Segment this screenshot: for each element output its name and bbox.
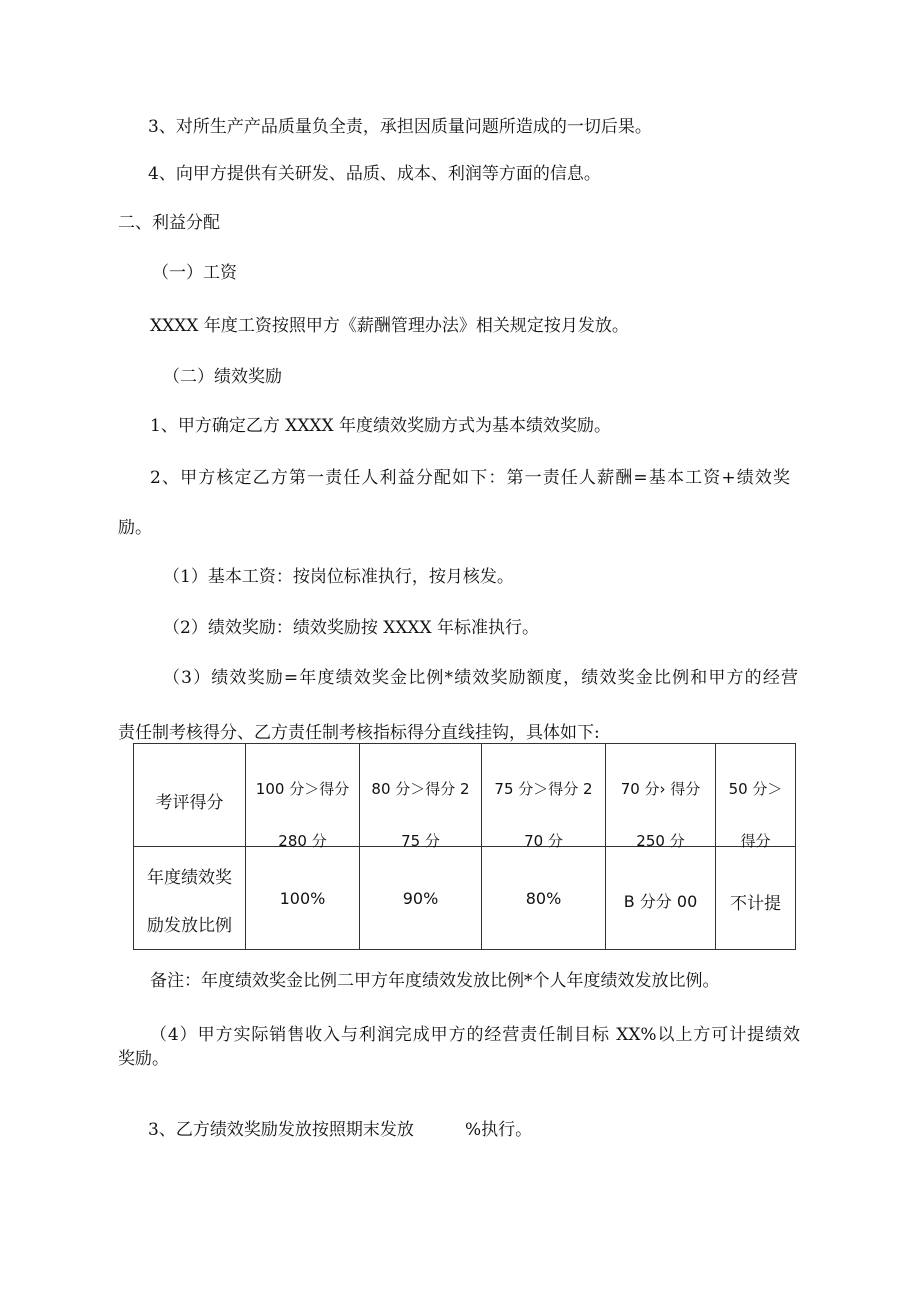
salary-text: XXXX 年度工资按照甲方《薪酬管理办法》相关规定按月发放。 [150, 316, 629, 336]
score-range-bottom: 250 分 [636, 832, 685, 850]
ratio-header-cell [134, 847, 246, 950]
ratio-cell [482, 847, 606, 950]
score-range-top: 70 分› 得分 [620, 780, 701, 798]
bonus-item-2-line1: 2、甲方核定乙方第一责任人利益分配如下：第一责任人薪酬=基本工资+绩效奖 [150, 468, 790, 488]
score-range-cell [482, 744, 606, 850]
ratio-value: B 分分 00 [623, 892, 698, 911]
ratio-cell [360, 847, 482, 950]
clause-4: 4、向甲方提供有关研发、品质、成本、利润等方面的信息。 [148, 164, 601, 184]
remark-note: 备注：年度绩效奖金比例二甲方年度绩效发放比例*个人年度绩效发放比例。 [150, 971, 720, 991]
item-3-suffix: %执行。 [465, 1120, 533, 1140]
table-row [134, 744, 796, 847]
subsection-bonus: （二）绩效奖励 [163, 367, 282, 387]
sub-item-bonus-formula-line1: （3）绩效奖励=年度绩效奖金比例*绩效奖励额度，绩效奖金比例和甲方的经营 [163, 668, 798, 688]
subsection-salary: （一）工资 [152, 263, 237, 283]
item-3-prefix: 3、乙方绩效奖励发放按照期末发放 [148, 1120, 414, 1140]
score-range-top: 75 分＞得分 2 [494, 780, 593, 798]
score-header-cell [134, 744, 246, 847]
item-4-line2: 奖励。 [118, 1049, 169, 1069]
score-header-label: 考评得分 [155, 793, 224, 813]
bonus-item-2-line2: 励。 [118, 518, 152, 538]
ratio-value: 不计提 [730, 894, 781, 914]
sub-item-bonus-formula-line2: 责任制考核得分、乙方责任制考核指标得分直线挂钩，具体如下: [118, 723, 600, 743]
table-row [134, 847, 796, 950]
ratio-header-line1: 年度绩效奖 [147, 868, 232, 888]
clause-3: 3、对所生产产品质量负全责，承担因质量问题所造成的一切后果。 [148, 117, 652, 137]
score-range-bottom: 75 分 [401, 832, 440, 850]
score-range-cell [606, 744, 716, 850]
ratio-value: 90% [402, 889, 439, 908]
ratio-header-line2: 励发放比例 [147, 916, 232, 936]
score-range-bottom: 得分 [740, 832, 771, 850]
item-4-line1: （4）甲方实际销售收入与利润完成甲方的经营责任制目标 XX%以上方可计提绩效 [150, 1025, 800, 1045]
bonus-item-1: 1、甲方确定乙方 XXXX 年度绩效奖励方式为基本绩效奖励。 [150, 416, 612, 436]
score-range-cell [246, 744, 360, 850]
score-range-top: 80 分＞得分 2 [371, 780, 470, 798]
score-range-bottom: 70 分 [524, 832, 563, 850]
ratio-value: 100% [279, 889, 326, 908]
ratio-cell [606, 847, 716, 950]
sub-item-basic-salary: （1）基本工资：按岗位标准执行，按月核发。 [163, 567, 514, 587]
score-range-top: 100 分＞得分 [255, 780, 350, 798]
score-range-top: 50 分＞ [728, 780, 783, 798]
section-title: 二、利益分配 [118, 213, 220, 233]
score-table [133, 743, 796, 950]
score-range-cell [360, 744, 482, 850]
score-range-cell [716, 744, 796, 850]
ratio-cell [716, 847, 796, 950]
ratio-value: 80% [525, 889, 562, 908]
sub-item-bonus-standard: （2）绩效奖励：绩效奖励按 XXXX 年标准执行。 [163, 618, 540, 638]
ratio-cell [246, 847, 360, 950]
score-range-bottom: 280 分 [278, 832, 327, 850]
